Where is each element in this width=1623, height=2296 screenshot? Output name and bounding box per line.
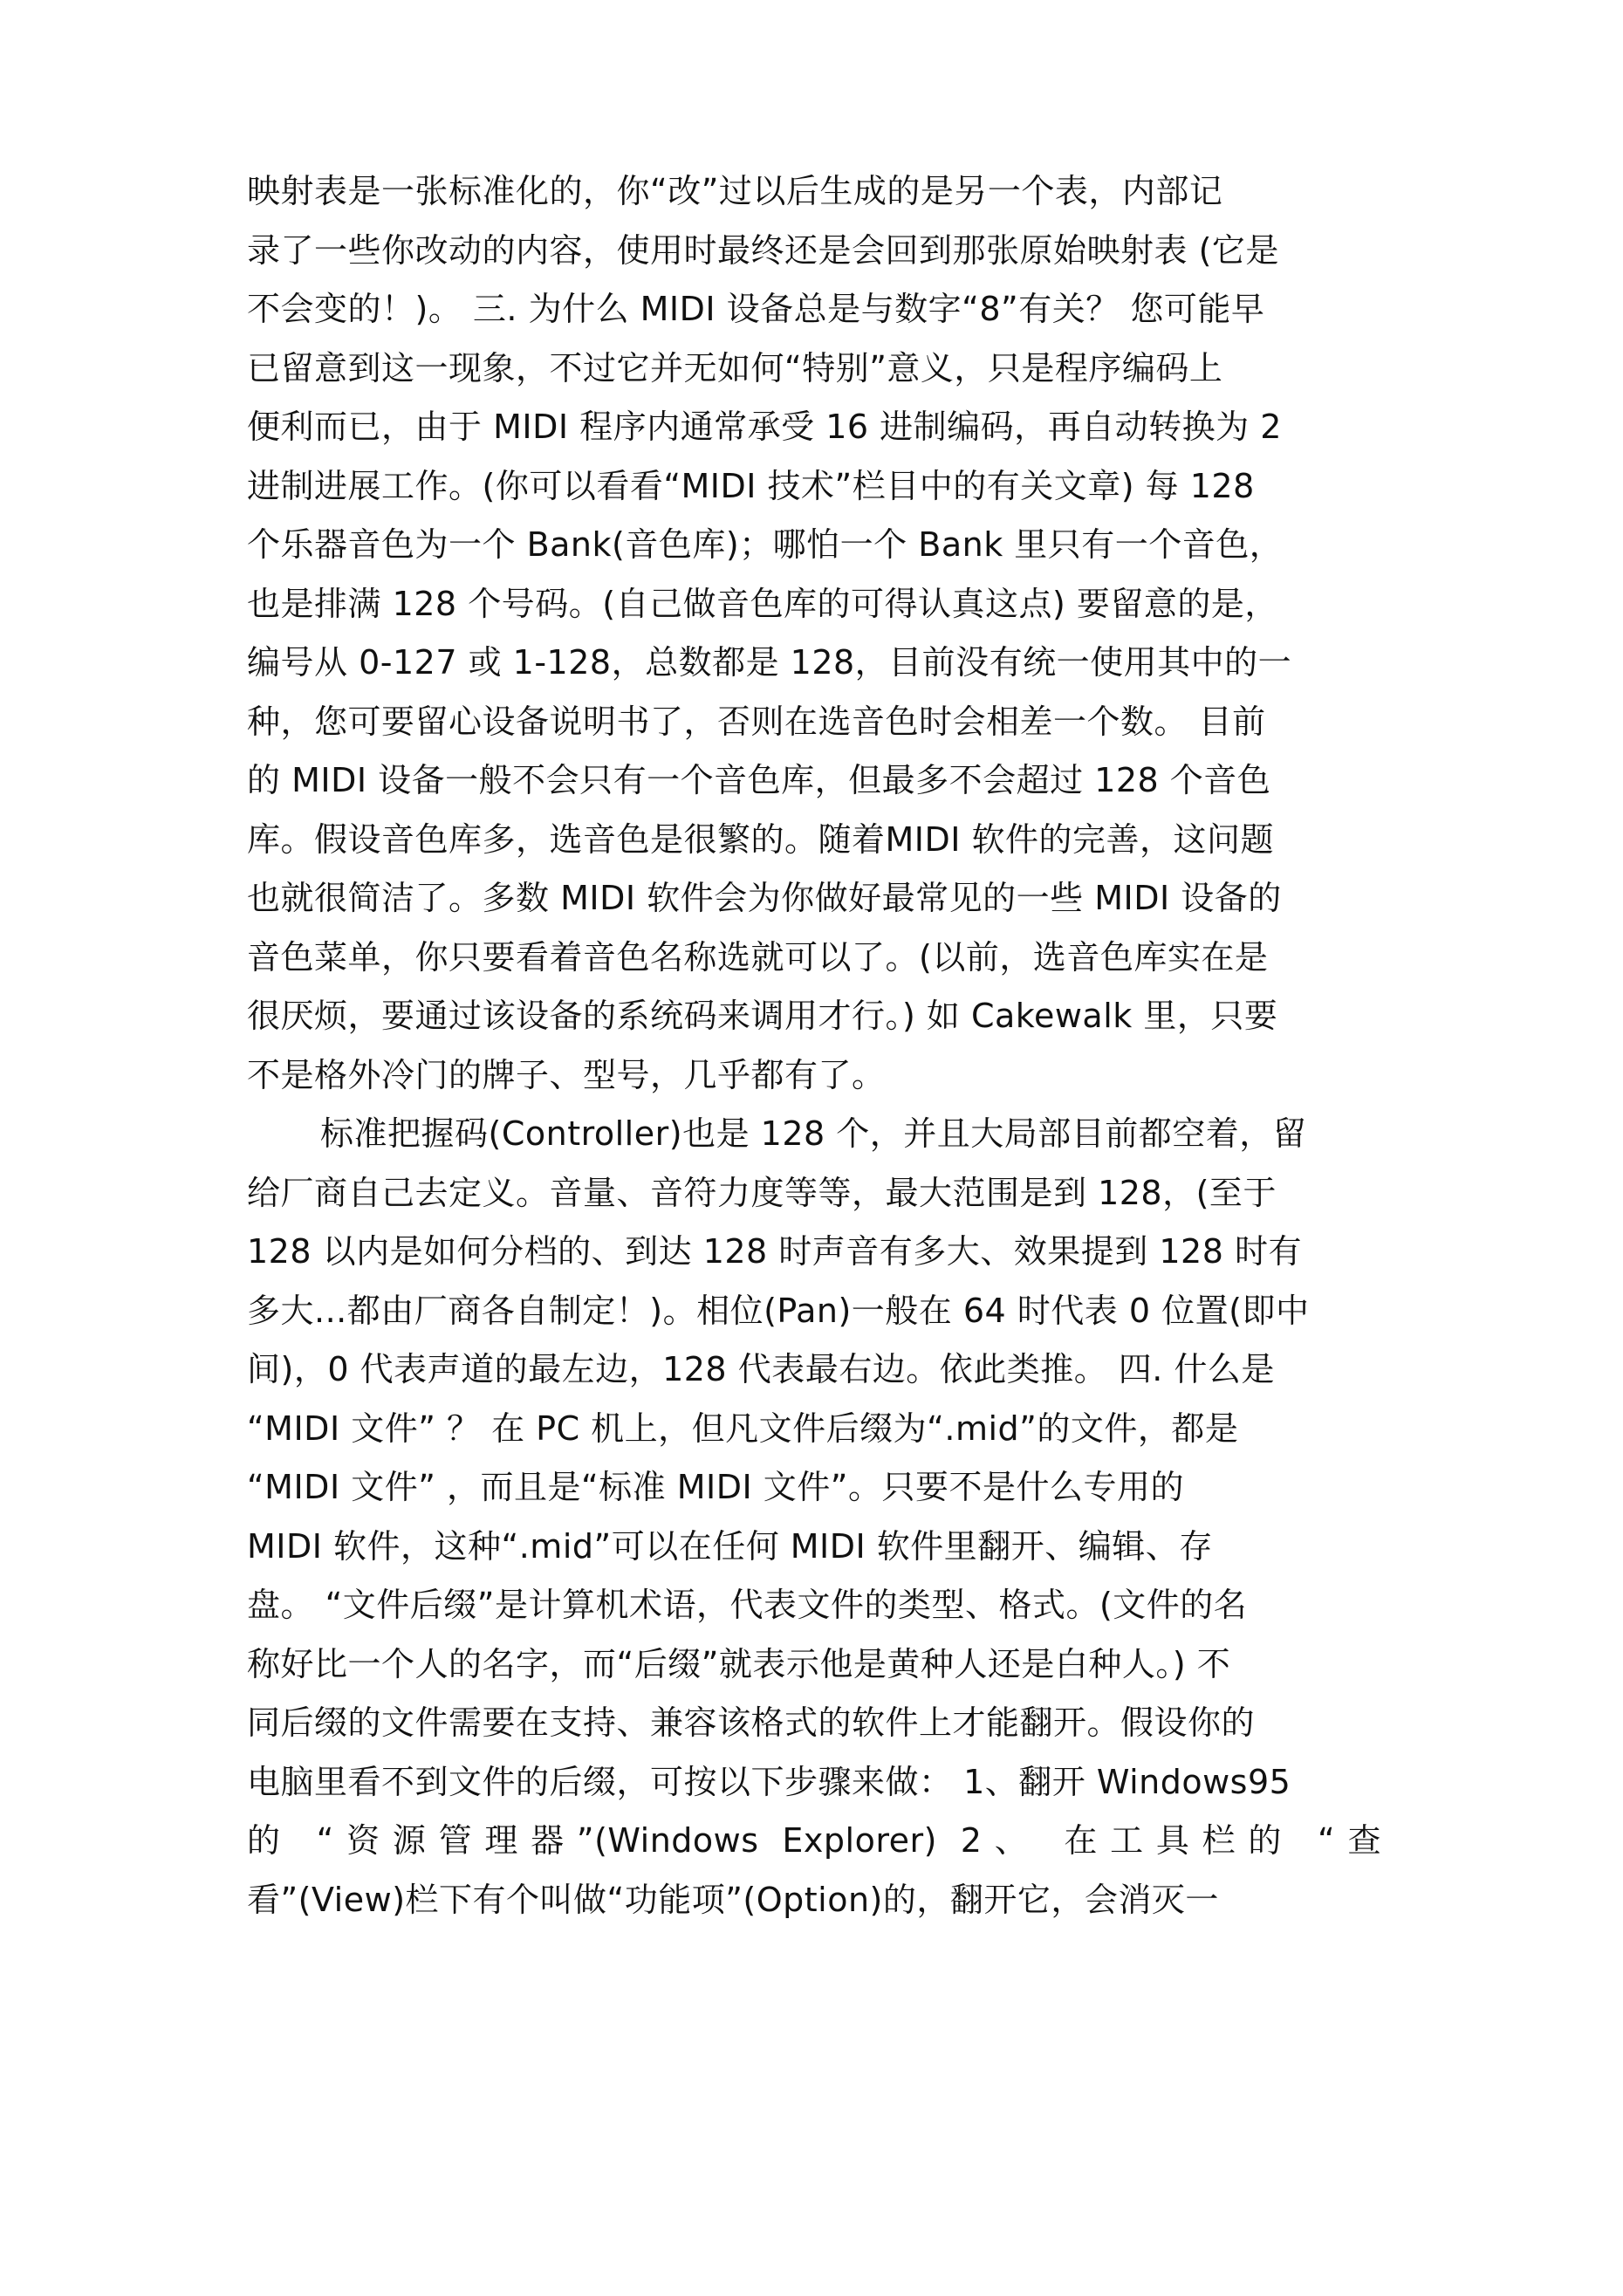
text-line: 看”(View)栏下有个叫做“功能项”(Option)的，翻开它，会消灭一 bbox=[247, 1880, 1219, 1919]
text-line: 便利而已，由于 MIDI 程序内通常承受 16 进制编码，再自动转换为 2 bbox=[247, 408, 1282, 446]
text-line: 不会变的！)。 三. 为什么 MIDI 设备总是与数字“8”有关？ 您可能早 bbox=[247, 290, 1265, 328]
text-line: 种，您可要留心设备说明书了，否则在选音色时会相差一个数。 目前 bbox=[247, 702, 1266, 741]
text-line: “MIDI 文件” ？ 在 PC 机上，但凡文件后缀为“.mid”的文件，都是 bbox=[247, 1408, 1239, 1448]
text-line: 库。假设音色库多，选音色是很繁的。随着MIDI 软件的完善，这问题 bbox=[247, 819, 1275, 859]
paragraph-2 bbox=[247, 1105, 1381, 1929]
text-line: 个乐器音色为一个 Bank(音色库)；哪怕一个 Bank 里只有一个音色， bbox=[247, 525, 1284, 564]
text-line: “MIDI 文件” ，而且是“标准 MIDI 文件”。只要不是什么专用的 bbox=[247, 1468, 1184, 1506]
text-line: 已留意到这一现象，不过它并无如何“特别”意义，只是程序编码上 bbox=[247, 348, 1223, 387]
text-line: 称好比一个人的名字，而“后缀”就表示他是黄种人还是白种人。) 不 bbox=[247, 1644, 1231, 1683]
text-line: 音色菜单，你只要看着音色名称选就可以了。(以前，选音色库实在是 bbox=[247, 937, 1269, 977]
text-line: 编号从 0-127 或 1-128，总数都是 128，目前没有统一使用其中的一 bbox=[247, 643, 1292, 682]
text-line: 也是排满 128 个号码。(自己做音色库的可得认真这点) 要留意的是， bbox=[247, 584, 1278, 623]
text-line: 标准把握码(Controller)也是 128 个，并且大局部目前都空着，留 bbox=[320, 1114, 1307, 1153]
text-line: 的 “资源管理器”(Windows Explorer) 2、 在工具栏的 “查 bbox=[247, 1821, 1381, 1860]
text-line: 电脑里看不到文件的后缀，可按以下步骤来做： 1、翻开 Windows95 bbox=[247, 1762, 1291, 1801]
text-line: 很厌烦，要通过该设备的系统码来调用才行。) 如 Cakewalk 里，只要 bbox=[247, 997, 1278, 1035]
text-line: 映射表是一张标准化的，你“改”过以后生成的是另一个表，内部记 bbox=[247, 172, 1223, 210]
document-page bbox=[247, 162, 1381, 1929]
text-line: 盘。 “文件后缀”是计算机术语，代表文件的类型、格式。(文件的名 bbox=[247, 1586, 1248, 1624]
text-line: 录了一些你改动的内容，使用时最终还是会回到那张原始映射表 (它是 bbox=[247, 230, 1279, 270]
text-line: 128 以内是如何分档的、到达 128 时声音有多大、效果提到 128 时有 bbox=[247, 1232, 1302, 1271]
paragraph-1 bbox=[247, 162, 1381, 1105]
text-line: 给厂商自己去定义。音量、音符力度等等，最大范围是到 128，(至于 bbox=[247, 1173, 1277, 1212]
text-line: 不是格外冷门的牌子、型号，几乎都有了。 bbox=[247, 1055, 886, 1094]
text-line: 间)，0 代表声道的最左边，128 代表最右边。依此类推。 四. 什么是 bbox=[247, 1350, 1275, 1388]
text-line: 同后缀的文件需要在支持、兼容该格式的软件上才能翻开。假设你的 bbox=[247, 1703, 1256, 1742]
text-line: 进制进展工作。(你可以看看“MIDI 技术”栏目中的有关文章) 每 128 bbox=[247, 466, 1255, 505]
text-line: MIDI 软件，这种“.mid”可以在任何 MIDI 软件里翻开、编辑、存 bbox=[247, 1526, 1213, 1566]
text-line: 也就很简洁了。多数 MIDI 软件会为你做好最常见的一些 MIDI 设备的 bbox=[247, 879, 1282, 917]
text-line: 多大...都由厂商各自制定！)。相位(Pan)一般在 64 时代表 0 位置(即中 bbox=[247, 1291, 1310, 1330]
text-line: 的 MIDI 设备一般不会只有一个音色库，但最多不会超过 128 个音色 bbox=[247, 761, 1271, 799]
